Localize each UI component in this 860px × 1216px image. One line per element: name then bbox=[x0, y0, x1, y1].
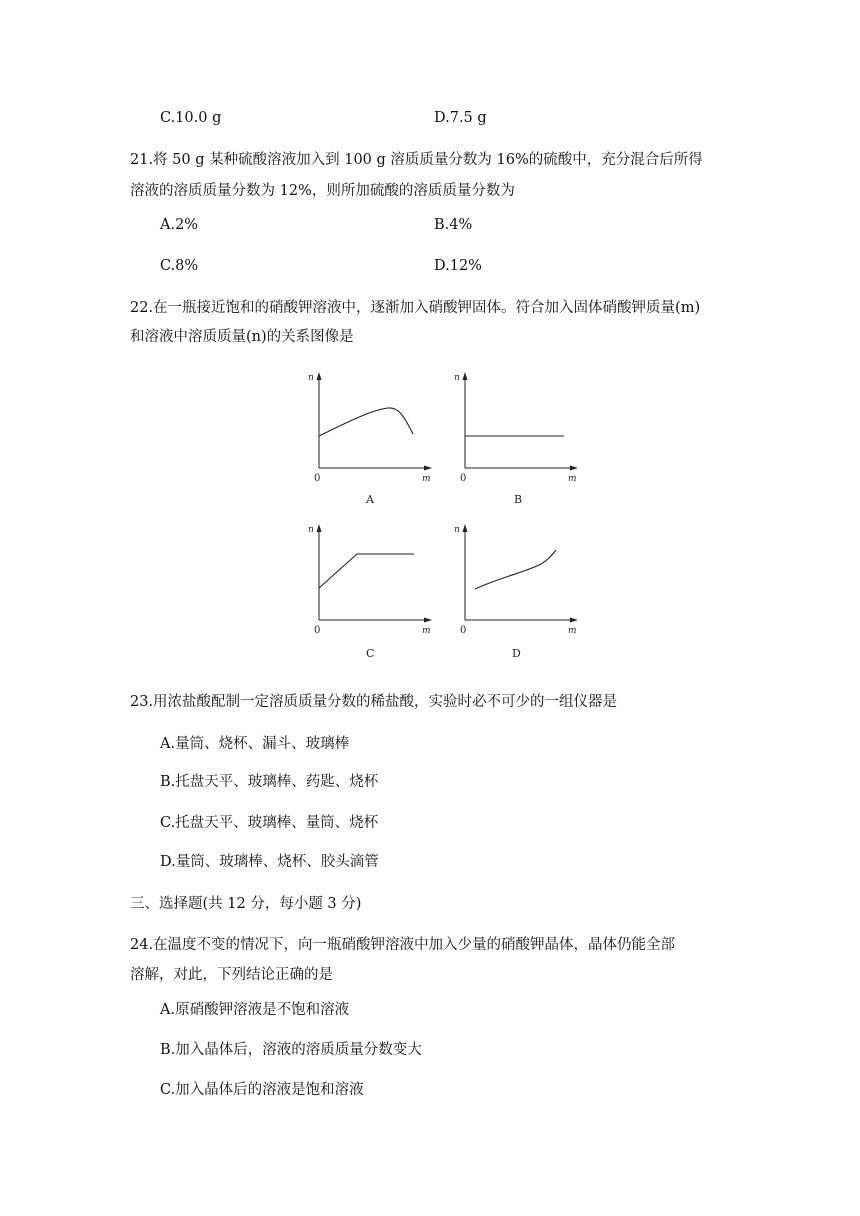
graph-c-x-arrow bbox=[424, 618, 432, 623]
graph-a-y-arrow bbox=[317, 372, 322, 380]
graph-d bbox=[446, 520, 586, 660]
q21-option-c: C.8% bbox=[160, 258, 199, 274]
graph-c-y-arrow bbox=[317, 524, 322, 532]
graph-d-xlabel: m bbox=[568, 626, 577, 636]
q20-option-d: D.7.5 g bbox=[434, 110, 487, 126]
q23-option-c: C.托盘天平、玻璃棒、量筒、烧杯 bbox=[160, 815, 379, 831]
graph-a-xlabel: m bbox=[422, 474, 431, 484]
q24-option-b: B.加入晶体后，溶液的溶质质量分数变大 bbox=[160, 1042, 422, 1058]
q24-stem-line1: 24.在温度不变的情况下，向一瓶硝酸钾溶液中加入少量的硝酸钾晶体，晶体仍能全部 bbox=[130, 937, 676, 953]
section-heading: 三、选择题(共 12 分，每小题 3 分) bbox=[130, 896, 362, 912]
graph-d-y-arrow bbox=[463, 524, 468, 532]
q20-option-c: C.10.0 g bbox=[160, 110, 222, 126]
graph-a-curve bbox=[319, 408, 413, 436]
graph-a-origin: 0 bbox=[314, 473, 321, 484]
graph-b-origin: 0 bbox=[460, 473, 467, 484]
graph-b-xlabel: m bbox=[568, 474, 577, 484]
graph-c bbox=[300, 520, 440, 660]
graph-c-curve bbox=[319, 554, 414, 588]
q23-stem: 23.用浓盐酸配制一定溶质质量分数的稀盐酸，实验时必不可少的一组仪器是 bbox=[130, 694, 618, 710]
graph-b-label: B bbox=[514, 493, 523, 506]
q22-stem-line1: 22.在一瓶接近饱和的硝酸钾溶液中，逐渐加入硝酸钾固体。符合加入固体硝酸钾质量(m) bbox=[130, 300, 701, 316]
graph-a-ylabel: n bbox=[308, 373, 314, 383]
q21-stem-line2: 溶液的溶质质量分数为 12%，则所加硫酸的溶质质量分数为 bbox=[130, 183, 515, 199]
graph-c-ylabel: n bbox=[308, 525, 314, 535]
graph-a-x-arrow bbox=[424, 466, 432, 471]
q24-stem-line2: 溶解，对此，下列结论正确的是 bbox=[130, 967, 333, 983]
q24-option-a: A.原硝酸钾溶液是不饱和溶液 bbox=[160, 1002, 350, 1018]
graph-b-y-arrow bbox=[463, 372, 468, 380]
graph-d-ylabel: n bbox=[454, 525, 460, 535]
q23-option-d: D.量筒、玻璃棒、烧杯、胶头滴管 bbox=[160, 854, 379, 870]
q21-option-d: D.12% bbox=[434, 258, 482, 274]
graph-b-ylabel: n bbox=[454, 373, 460, 383]
q21-option-a: A.2% bbox=[160, 217, 199, 233]
q21-option-b: B.4% bbox=[434, 217, 473, 233]
graph-b-x-arrow bbox=[570, 466, 578, 471]
q24-option-c: C.加入晶体后的溶液是饱和溶液 bbox=[160, 1082, 364, 1098]
q23-option-a: A.量筒、烧杯、漏斗、玻璃棒 bbox=[160, 736, 350, 752]
q21-stem-line1: 21.将 50 g 某种硫酸溶液加入到 100 g 溶质质量分数为 16%的硫酸中，充分混合后所得 bbox=[130, 152, 703, 168]
graph-c-label: C bbox=[366, 647, 375, 660]
graph-d-origin: 0 bbox=[460, 625, 467, 636]
q22-stem-line2: 和溶液中溶质质量(n)的关系图像是 bbox=[130, 329, 354, 345]
graph-c-origin: 0 bbox=[314, 625, 321, 636]
q23-option-b: B.托盘天平、玻璃棒、药匙、烧杯 bbox=[160, 774, 379, 790]
graph-a-label: A bbox=[366, 493, 374, 506]
graph-d-label: D bbox=[512, 647, 521, 660]
graph-a bbox=[300, 368, 440, 508]
graph-c-xlabel: m bbox=[422, 626, 431, 636]
graph-b bbox=[446, 368, 586, 508]
graph-d-x-arrow bbox=[570, 618, 578, 623]
graph-d-curve bbox=[475, 550, 556, 589]
